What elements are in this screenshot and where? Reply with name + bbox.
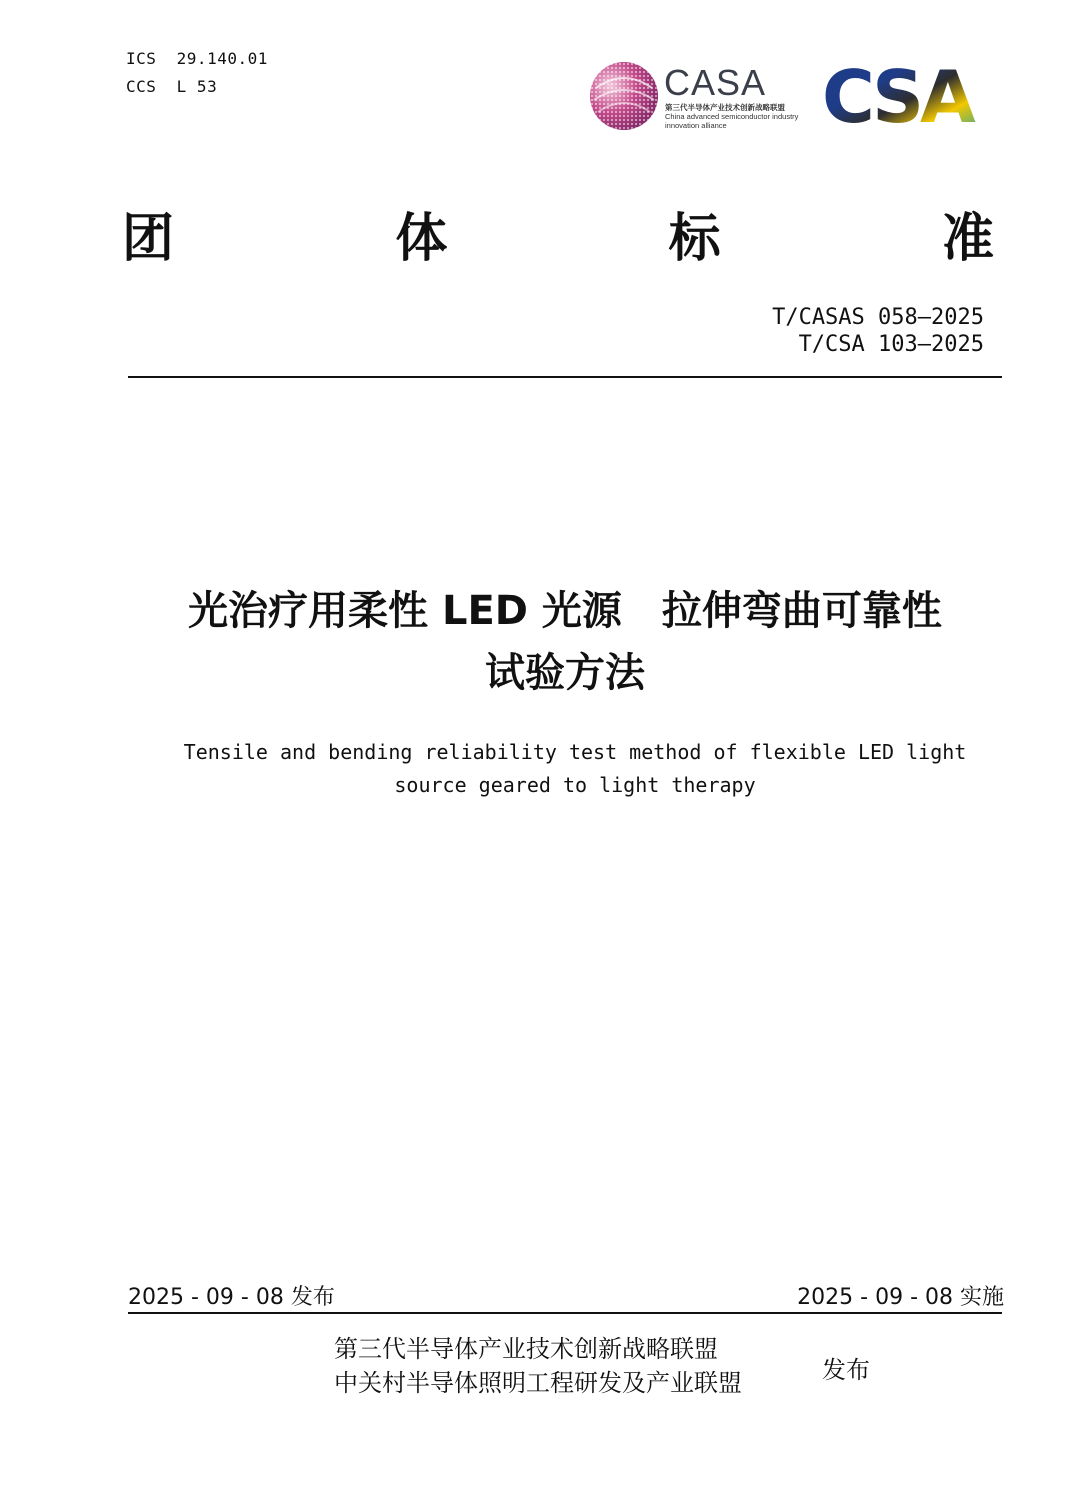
publisher-organizations <box>334 1332 742 1400</box>
standard-numbers <box>772 304 984 358</box>
casa-chinese-name: 第三代半导体产业技术创新战略联盟 <box>665 103 785 112</box>
top-divider <box>128 376 1002 378</box>
heading-char-1: 团 <box>122 208 175 269</box>
chinese-title <box>80 580 1050 704</box>
chinese-title-line1: 光治疗用柔性 LED 光源 拉伸弯曲可靠性 <box>188 588 942 634</box>
casa-wordmark: CASA <box>664 62 767 103</box>
casas-standard-number: T/CASAS 058—2025 <box>772 305 984 330</box>
dotted-sphere-icon <box>586 58 662 134</box>
standard-type-heading <box>122 196 994 269</box>
ics-code: ICS 29.140.01 <box>126 49 268 68</box>
bottom-divider <box>128 1312 1002 1314</box>
english-title-line1: Tensile and bending reliability test method of flexible LED light <box>183 740 967 764</box>
casa-english-name-line2: innovation alliance <box>665 121 727 130</box>
publisher-org-1: 第三代半导体产业技术创新战略联盟 <box>334 1335 718 1363</box>
classification-codes <box>126 45 268 101</box>
ccs-code: CCS L 53 <box>126 77 218 96</box>
heading-char-4: 准 <box>941 208 994 269</box>
csa-logo <box>822 60 1006 130</box>
publish-date: 2025 - 09 - 08 发布 <box>128 1285 335 1310</box>
english-title-line2: source geared to light therapy <box>394 773 756 797</box>
casa-english-name-line1: China advanced semiconductor industry <box>665 112 799 121</box>
csa-wordmark: CSA <box>822 60 972 130</box>
implementation-date: 2025 - 09 - 08 实施 <box>797 1285 1004 1310</box>
publisher-org-2: 中关村半导体照明工程研发及产业联盟 <box>334 1369 742 1397</box>
casa-logo <box>586 58 816 138</box>
chinese-title-line2: 试验方法 <box>485 650 645 696</box>
heading-char-2: 体 <box>395 208 448 269</box>
heading-char-3: 标 <box>668 208 721 269</box>
english-title <box>80 736 1070 802</box>
csa-standard-number: T/CSA 103—2025 <box>798 332 984 357</box>
publish-label: 发布 <box>822 1356 870 1384</box>
